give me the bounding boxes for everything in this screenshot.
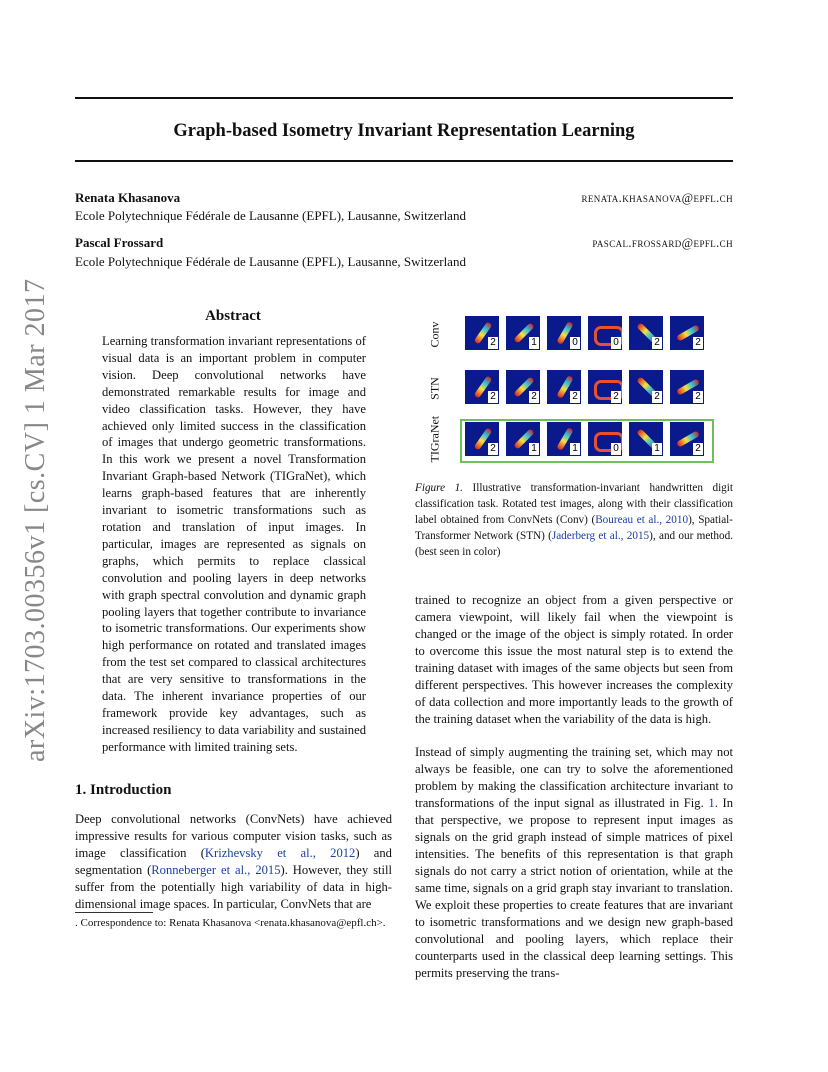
caption-text: Illustrative transformation-invariant handwritten digit classification task. Rotated test images, along with their classification label obtained from ConvNets (Conv) ( bbox=[415, 482, 733, 526]
digit-image-tile bbox=[465, 316, 499, 350]
predicted-label: 0 bbox=[570, 337, 580, 349]
digit-image-tile bbox=[465, 422, 499, 456]
intro-paragraph: trained to recognize an object from a given perspective or camera viewpoint, will likely fail when the viewpoint is changed or the image of the object is simply rotated. In order to overcome this issue the most natural step is to extend the training dataset with images of the same objects but seen from different perspectives. This however increases the complexity of data collection and more importantly leads to the growth of the training dataset when the variability of the data is high. bbox=[415, 593, 733, 726]
digit-image-tile bbox=[506, 422, 540, 456]
paragraph-text: Deep convolutional networks (ConvNets) have achieved impressive results for various computer vision tasks, such as image classification ( bbox=[75, 812, 392, 860]
author-email: pascal.frossard@epfl.ch bbox=[592, 236, 733, 250]
predicted-label: 2 bbox=[693, 443, 703, 455]
author-affiliation: Ecole Polytechnique Fédérale de Lausanne (EPFL), Lausanne, Switzerland bbox=[75, 254, 466, 269]
caption-text: ), and our method. (best seen in color) bbox=[415, 530, 733, 558]
predicted-label: 2 bbox=[529, 391, 539, 403]
predicted-label: 2 bbox=[488, 337, 498, 349]
digit-image-tile bbox=[629, 422, 663, 456]
digit-image-tile bbox=[547, 370, 581, 404]
author-affiliation: Ecole Polytechnique Fédérale de Lausanne (EPFL), Lausanne, Switzerland bbox=[75, 208, 466, 223]
digit-image-tile bbox=[629, 370, 663, 404]
paragraph-text: . In that perspective, we propose to represent input images as signals on the grid graph instead of simple matrices of pixel intensities. The benefits of this representation is that graph signals do not carry a strict notion of orientation, while at the same time, signals on a grid graph stay invariant to translation. We exploit these properties to create features that are invariant to isometric transformations and we design new graph-based convolutional and pooling layers, which replace their counterparts used in the classical deep learning settings. This permits preserving the trans- bbox=[415, 796, 733, 980]
abstract-text: Learning transformation invariant representations of visual data is an important problem in computer vision. Deep convolutional networks have demonstrated remarkable results for image and video classification tasks. However, they have achieved only limited success in the classification of images that undergo geometric transformations. In this work we present a novel Transformation Invariant Graph-based Network (TIGraNet), which learns graph-based features that are inherently invariant to isometric transformations such as rotation and translation of input images. In particular, images are represented as signals on graphs, which permits to replace classical convolution and pooling layers in deep networks with graph spectral convolution and dynamic graph pooling layers that together contribute to invariance to isometric transformations. Our experiments show high performance on rotated and translated images from the test set compared to classical architectures that are very sensitive to transformations in the data. The inherent invariance properties of our framework provide key advantages, such as increased resiliency to data variability and sustained performance with limited training sets. bbox=[102, 334, 366, 754]
digit-image-tile bbox=[588, 422, 622, 456]
author-name: Renata Khasanova bbox=[75, 190, 181, 205]
footnote-rule bbox=[75, 912, 153, 913]
digit-image-tile bbox=[547, 316, 581, 350]
caption-text: ), Spatial-Transformer Network (STN) ( bbox=[415, 514, 733, 542]
footnote: . Correspondence to: Renata Khasanova <renata.khasanova@epfl.ch>. bbox=[75, 917, 386, 929]
section-heading: 1. Introduction bbox=[75, 782, 172, 798]
predicted-label: 1 bbox=[652, 443, 662, 455]
paragraph-text: Instead of simply augmenting the training set, which may not always be feasible, one can try to solve the aforementioned problem by making the classification architecture invariant to transformations of the input signal as illustrated in Fig. bbox=[415, 745, 733, 810]
digit-image-tile bbox=[670, 370, 704, 404]
figure-1-caption bbox=[415, 480, 733, 560]
predicted-label: 1 bbox=[529, 337, 539, 349]
digit-image-tile bbox=[670, 316, 704, 350]
author-email: renata.khasanova@epfl.ch bbox=[581, 191, 733, 205]
predicted-label: 2 bbox=[693, 391, 703, 403]
citation-link[interactable]: Ronneberger et al., 2015 bbox=[151, 863, 281, 877]
predicted-label: 1 bbox=[570, 443, 580, 455]
digit-image-tile bbox=[588, 370, 622, 404]
digit-image-tile bbox=[547, 422, 581, 456]
predicted-label: 0 bbox=[611, 443, 621, 455]
abstract-heading: Abstract bbox=[205, 308, 261, 324]
citation-link[interactable]: Jaderberg et al., 2015 bbox=[551, 530, 650, 542]
digit-image-tile bbox=[506, 370, 540, 404]
predicted-label: 2 bbox=[652, 391, 662, 403]
paragraph-text: ). However, they still suffer from the potentially high variability of data in high-dimensional image spaces. In particular, ConvNets that are bbox=[75, 863, 392, 911]
digit-image-tile bbox=[588, 316, 622, 350]
predicted-label: 0 bbox=[611, 337, 621, 349]
arxiv-identifier: arXiv:1703.00356v1 [cs.CV] 1 Mar 2017 bbox=[20, 278, 51, 762]
paragraph-text: ) and segmentation ( bbox=[75, 846, 392, 877]
predicted-label: 2 bbox=[488, 391, 498, 403]
predicted-label: 2 bbox=[652, 337, 662, 349]
predicted-label: 2 bbox=[570, 391, 580, 403]
figure-1 bbox=[415, 300, 733, 470]
caption-label: Figure 1. bbox=[415, 482, 463, 494]
figure-row-label: STN bbox=[427, 377, 442, 400]
citation-link[interactable]: Boureau et al., 2010 bbox=[595, 514, 689, 526]
title-bottom-rule bbox=[75, 160, 733, 162]
predicted-label: 2 bbox=[611, 391, 621, 403]
digit-image-tile bbox=[670, 422, 704, 456]
digit-image-tile bbox=[465, 370, 499, 404]
figure-row-label: Conv bbox=[427, 321, 442, 348]
author-name: Pascal Frossard bbox=[75, 235, 164, 250]
intro-paragraph bbox=[75, 811, 392, 913]
paper-title: Graph-based Isometry Invariant Representation Learning bbox=[173, 121, 635, 141]
title-top-rule bbox=[75, 97, 733, 99]
citation-link[interactable]: Krizhevsky et al., 2012 bbox=[204, 846, 356, 860]
digit-image-tile bbox=[629, 316, 663, 350]
figure-row-label: TIGraNet bbox=[427, 415, 442, 463]
intro-paragraph bbox=[415, 744, 733, 982]
figure-reference-link[interactable]: 1 bbox=[708, 796, 715, 810]
predicted-label: 1 bbox=[529, 443, 539, 455]
digit-image-tile bbox=[506, 316, 540, 350]
predicted-label: 2 bbox=[693, 337, 703, 349]
predicted-label: 2 bbox=[488, 443, 498, 455]
